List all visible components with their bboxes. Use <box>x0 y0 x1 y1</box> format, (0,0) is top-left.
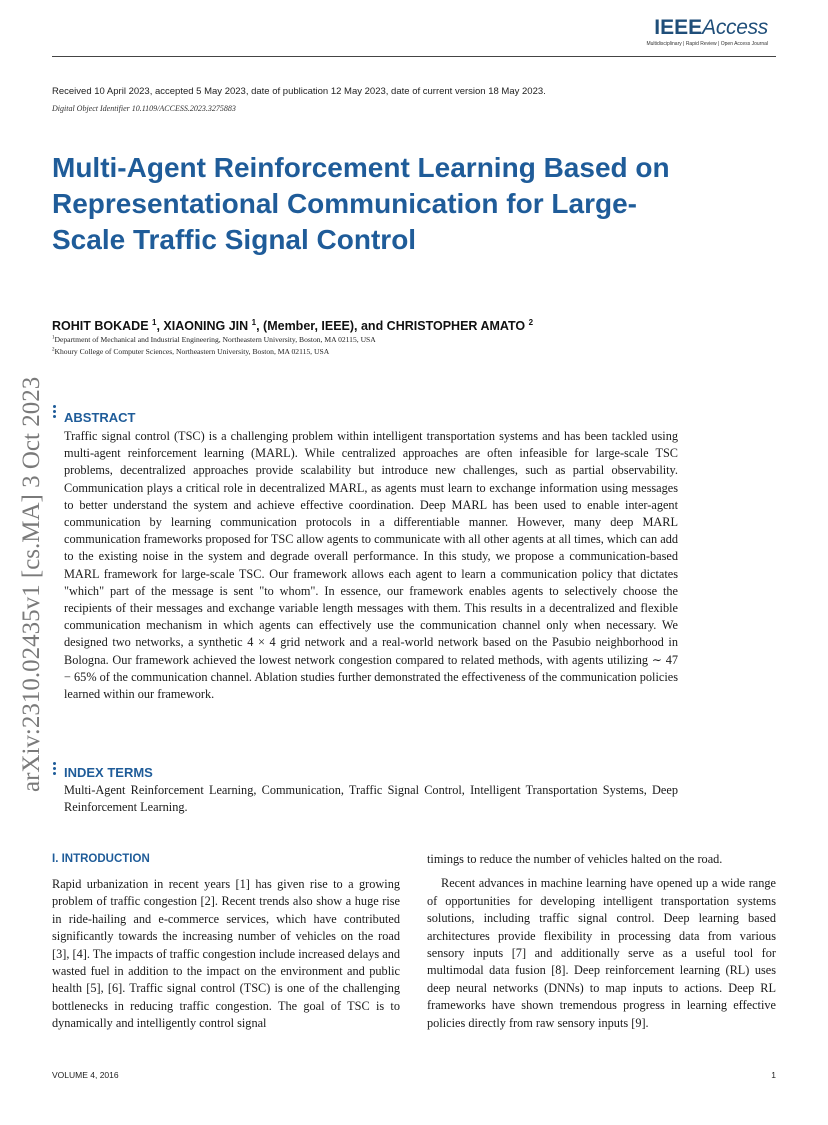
affiliation-2-text: Khoury College of Computer Sciences, Northeastern University, Boston, MA 02115, USA <box>54 347 330 356</box>
footer-page-number: 1 <box>771 1070 776 1080</box>
abstract-heading: ABSTRACT <box>64 410 136 425</box>
abstract-text: Traffic signal control (TSC) is a challenging problem within intelligent transportation systems and has been tackled using multi-agent reinforcement learning (MARL). While centralized approaches are often infeasible for large-scale TSC problems, decentralized approaches provide scalability but introduce new challenges, such as partial observability. Communication plays a critical role in decentralized MARL, as agents must learn to exchange information using messages to better understand the system and achieve effective coordination. Deep MARL has been used to enable inter-agent communication by learning communication protocols in a differentiable manner. However, many deep MARL communication frameworks proposed for TSC allow agents to communicate with all other agents at all times, which can add to the existing noise in the system and degrade overall performance. In this study, we propose a communication-based MARL framework for large-scale TSC. Our framework allows each agent to learn a communication policy that dictates "which" part of the message is sent "to whom". In essence, our framework enables agents to selectively choose the recipients of their messages and exchange variable length messages with them. This results in a decentralized and flexible communication mechanism in which agents can effectively use the communication channel only when necessary. We designed two networks, a synthetic 4 × 4 grid network and a real-world network based on the Pasubio neighborhood in Bologna. Our framework achieved the lowest network congestion compared to related methods, with agents utilizing ∼ 47 − 65% of the communication channel. Ablation studies further demonstrated the effectiveness of the communication policies learned within our framework. <box>64 429 678 702</box>
author-line <box>52 318 533 333</box>
intro-heading: I. INTRODUCTION <box>52 853 150 865</box>
doi-line: Digital Object Identifier 10.1109/ACCESS.2023.3275883 <box>52 104 236 113</box>
footer-volume: VOLUME 4, 2016 <box>52 1070 119 1080</box>
abstract-marker-icon <box>53 405 57 420</box>
arxiv-stamp: arXiv:2310.02435v1 [cs.MA] 3 Oct 2023 <box>18 376 45 792</box>
affiliation-1-text: Department of Mechanical and Industrial Engineering, Northeastern University, Boston, MA 02115, USA <box>54 335 376 344</box>
author-1-affil: 1 <box>152 318 157 327</box>
affiliation-2-marker: 2 <box>52 347 55 353</box>
author-3-affil: 2 <box>528 318 534 327</box>
author-2-affil: 1 <box>251 318 257 327</box>
received-dates: Received 10 April 2023, accepted 5 May 2023, date of publication 12 May 2023, date of current version 18 May 2023. <box>52 86 546 97</box>
logo-ieee: IEEE <box>654 16 703 39</box>
logo-access: Access <box>702 16 768 39</box>
logo-tagline: Multidisciplinary | Rapid Review | Open Access Journal <box>646 41 768 47</box>
intro-right-column <box>427 851 776 1032</box>
author-3: , (Member, IEEE), and CHRISTOPHER AMATO <box>256 319 526 334</box>
affiliation-1-marker: 1 <box>52 335 55 341</box>
paper-title: Multi-Agent Reinforcement Learning Based on Representational Communication for Large-Scale Traffic Signal Control <box>52 152 670 255</box>
journal-logo-wordmark <box>646 16 768 40</box>
intro-paragraph-1: Rapid urbanization in recent years [1] has given rise to a growing problem of traffic congestion [2]. Recent trends also show a huge rise in ride-hailing and e-commerce services, which have contributed significantly towards the increasing number of vehicles on the road [3], [4]. The impacts of traffic congestion include increased delays and wasted fuel in addition to the impact on the environment and public health [5], [6]. Traffic signal control (TSC) is one of the challenging bottlenecks in reducing traffic congestion. The goal of TSC is to dynamically and intelligently control signal <box>52 877 400 1031</box>
intro-paragraph-1-continued: timings to reduce the number of vehicles halted on the road. <box>427 852 723 866</box>
journal-logo <box>646 16 768 47</box>
intro-paragraph-2: Recent advances in machine learning have opened up a wide range of opportunities for developing intelligent transportation systems solutions, including traffic signal control. Deep learning based architectures provide flexibility in processing data from various sensory inputs [7] and additionally serve as a useful tool for multimodal data fusion [8]. Deep reinforcement learning (RL) uses deep neural networks (DNNs) to map inputs to actions. Deep RL frameworks have shown tremendous progress in learning effective policies directly from raw sensory inputs [9]. <box>427 876 776 1030</box>
index-terms-heading: INDEX TERMS <box>64 765 153 780</box>
author-2: , XIAONING JIN <box>156 319 249 334</box>
index-terms-text: Multi-Agent Reinforcement Learning, Communication, Traffic Signal Control, Intelligent Transportation Systems, Deep Reinforcement Learning. <box>64 783 678 815</box>
affiliation-1 <box>52 335 376 344</box>
header-rule <box>52 56 776 57</box>
affiliation-2 <box>52 347 329 356</box>
index-terms-marker-icon <box>53 762 57 777</box>
author-1: ROHIT BOKADE <box>52 319 149 334</box>
intro-left-column <box>52 876 400 1033</box>
